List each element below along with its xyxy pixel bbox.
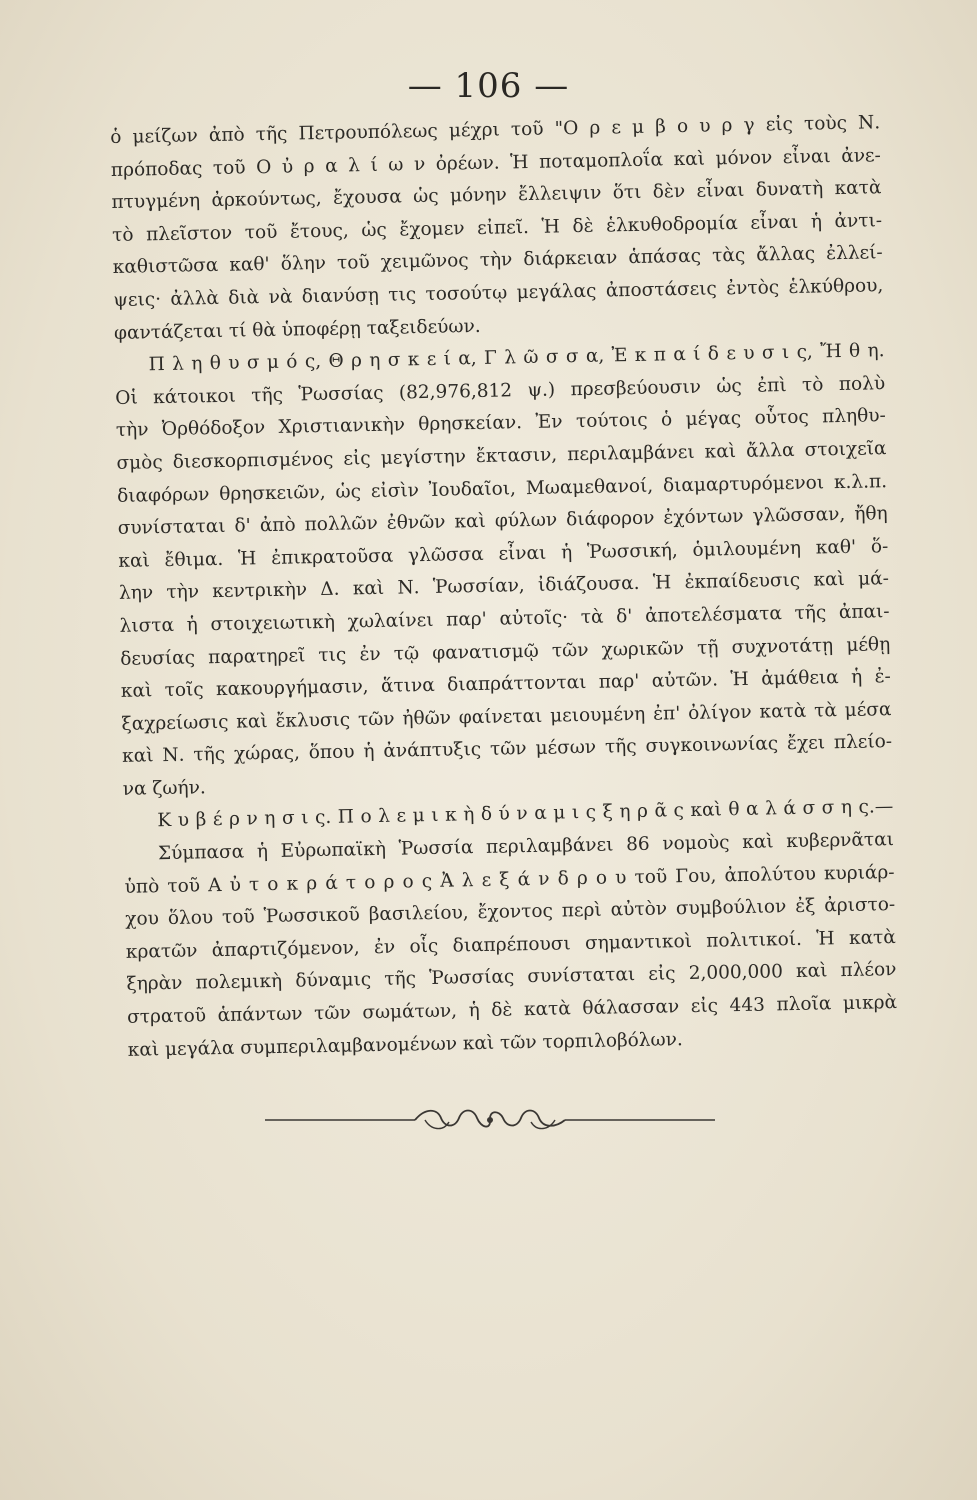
text-line: καὶ Ν. τῆς χώρας, ὅπου ἡ ἀνάπτυξις τῶν μέσων τῆς συγκοινωνίας ἔχει πλείο- bbox=[121, 731, 893, 768]
text-line: σμὸς διεσκορπισμένος εἰς μεγίστην ἔκτασιν, περιλαμβάνει καὶ ἄλλα στοιχεῖα bbox=[116, 438, 887, 474]
ornament-divider-icon bbox=[265, 1100, 715, 1140]
text-line: να ζωήν. bbox=[122, 777, 206, 800]
text-line: ψεις· ἀλλὰ διὰ νὰ διανύσῃ τις τοσούτῳ μεγάλας ἀποστάσεις ἐντὸς ἑλκύθρου, bbox=[113, 275, 884, 311]
text-line: καθιστῶσα καθ' ὅλην τοῦ χειμῶνος τὴν διάρκειαν ἁπάσας τὰς ἄλλας ἐλλεί- bbox=[112, 242, 883, 279]
text-line: φαντάζεται τί θὰ ὑποφέρῃ ταξειδεύων. bbox=[113, 315, 481, 344]
text-line: καὶ τοῖς κακουργήμασιν, ἅτινα διαπράττονται παρ' αὐτῶν. Ἡ ἀμάθεια ἡ ἐ- bbox=[120, 666, 891, 702]
text-line: δευσίας παρατηρεῖ τις ἐν τῷ φανατισμῷ τῶν χωρικῶν τῇ συχνοτάτῃ μέθῃ bbox=[120, 633, 891, 670]
text-line: καὶ μεγάλα συμπεριλαμβανομένων καὶ τῶν τορπιλοβόλων. bbox=[127, 1028, 683, 1061]
text-line: Οἱ κάτοικοι τῆς Ῥωσσίας (82,976,812 ψ.) πρεσβεύουσιν ὡς ἐπὶ τὸ πολὺ bbox=[115, 372, 886, 409]
body-text bbox=[110, 107, 898, 1067]
text-line: καὶ ἔθιμα. Ἡ ἐπικρατοῦσα γλῶσσα εἶναι ἡ Ῥωσσική, ὁμιλουμένη καθ' ὅ- bbox=[118, 535, 889, 572]
text-line: ὑπὸ τοῦ Α ὐ τ ο κ ρ ά τ ο ρ ο ς Ἀ λ ε ξ ά ν δ ρ ο υ τοῦ Γου, ἀπολύτου κυριάρ- bbox=[124, 861, 895, 898]
text-line: τὴν Ὀρθόδοξον Χριστιανικὴν θρησκείαν. Ἐν τούτοις ὁ μέγας οὗτος πληθυ- bbox=[115, 405, 886, 442]
text-line: ξαχρείωσις καὶ ἔκλυσις τῶν ἠθῶν φαίνεται μειουμένη ἐπ' ὀλίγον κατὰ τὰ μέσα bbox=[121, 698, 892, 735]
section-heading-population: Π λ η θ υ σ μ ό ς, Θ ρ η σ κ ε ί α, Γ λ ῶ σ σ α, Ἐ κ π α ί δ ε υ σ ι ς, Ἤ θ η. bbox=[148, 340, 885, 376]
text-line: ὁ μείζων ἀπὸ τῆς Πετρουπόλεως μέχρι τοῦ "Ο ρ ε μ β ο υ ρ γ εἰς τοὺς Ν. bbox=[110, 112, 881, 148]
text-line: λην τὴν κεντρικὴν Δ. καὶ Ν. Ῥωσσίαν, ἰδιάζουσα. Ἡ ἐκπαίδευσις καὶ μά- bbox=[118, 568, 890, 605]
text-line: πρόποδας τοῦ Ο ὐ ρ α λ ί ω ν ὀρέων. Ἡ ποταμοπλοΐα καὶ μόνον εἶναι ἀνε- bbox=[110, 144, 881, 181]
page-number: — 106 — bbox=[407, 66, 570, 106]
text-line: χου ὅλου τοῦ Ῥωσσικοῦ βασιλείου, ἔχοντος περὶ αὐτὸν συμβούλιον ἐξ ἀριστο- bbox=[125, 894, 896, 931]
section-heading-government: Κ υ β έ ρ ν η σ ι ς. Π ο λ ε μ ι κ ὴ δ ύ ν α μ ι ς ξ η ρ ᾶ ς καὶ θ α λ ά σ σ η ς.— bbox=[157, 796, 894, 832]
text-line: στρατοῦ ἁπάντων τῶν σωμάτων, ἡ δὲ κατὰ θάλασσαν εἰς 443 πλοῖα μικρὰ bbox=[126, 992, 898, 1028]
text-line: λιστα ἡ στοιχειωτικὴ χωλαίνει παρ' αὐτοῖς· τὰ δ' ἀποτελέσματα τῆς ἀπαι- bbox=[119, 601, 890, 637]
text-line: συνίσταται δ' ἀπὸ πολλῶν ἐθνῶν καὶ φύλων διάφορον ἐχόντων γλῶσσαν, ἤθη bbox=[117, 503, 888, 540]
text-line: ξηρὰν πολεμικὴ δύναμις τῆς Ῥωσσίας συνίσταται εἰς 2,000,000 καὶ πλέον bbox=[126, 959, 897, 996]
text-line: πτυγμένη ἀρκούντως, ἔχουσα ὡς μόνην ἔλλειψιν ὅτι δὲν εἶναι δυνατὴ κατὰ bbox=[111, 177, 882, 214]
text-line: διαφόρων θρησκειῶν, ὡς εἰσὶν Ἰουδαῖοι, Μωαμεθανοί, διαμαρτυρόμενοι κ.λ.π. bbox=[116, 470, 888, 507]
text-line: Σύμπασα ἡ Εὐρωπαϊκὴ Ῥωσσία περιλαμβάνει 86 νομοὺς καὶ κυβερνᾶται bbox=[157, 829, 895, 865]
text-line: τὸ πλεῖστον τοῦ ἔτους, ὡς ἔχομεν εἰπεῖ. Ἡ δὲ ἑλκυθοδρομία εἶναι ἡ ἀντι- bbox=[111, 209, 883, 246]
text-line: κρατῶν ἀπαρτιζόμενον, ἐν οἷς διαπρέπουσι σημαντικοὶ πολιτικοί. Ἡ κατὰ bbox=[125, 926, 897, 963]
